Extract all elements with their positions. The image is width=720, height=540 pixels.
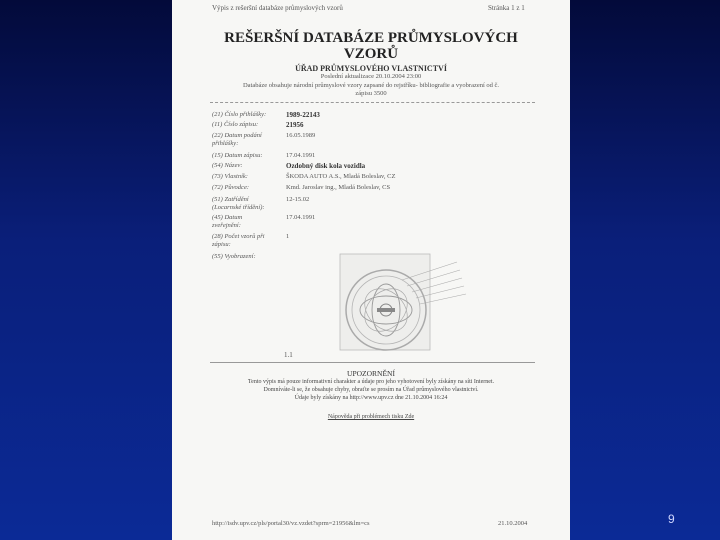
field-value: 16.05.1989 [286, 132, 316, 139]
field-value: 1989-22143 [286, 111, 320, 119]
field-label: (Locarnské třídění): [212, 204, 265, 211]
slide-number: 9 [668, 512, 675, 526]
field-label: (72) Původce: [212, 184, 249, 191]
field-label: přihlášky: [212, 140, 239, 147]
field-label: (22) Datum podání [212, 132, 262, 139]
description-line1: Databáze obsahuje národní průmyslové vzory zapsané do rejstříku- bibliografie a vyobrazení od č. [242, 82, 500, 89]
doc-title-line1: REŠERŠNÍ DATABÁZE PRŮMYSLOVÝCH [224, 30, 518, 46]
field-value: ŠKODA AUTO A.S., Mladá Boleslav, CZ [286, 173, 396, 180]
field-value: 1 [286, 233, 290, 240]
footer-date: 21.10.2004 [498, 520, 528, 527]
field-label: zveřejnění: [212, 222, 241, 229]
help-link[interactable]: Nápověda při problémech tisku Zde [327, 414, 415, 420]
header-right: Stránka 1 z 1 [488, 4, 525, 12]
field-label: (51) Zatřídění [212, 196, 249, 203]
field-label: (73) Vlastník: [212, 173, 248, 180]
header-divider [210, 102, 535, 103]
warning-line3: Údaje byly získány na http://www.upv.cz dne 21.10.2004 16:24 [294, 395, 448, 401]
field-value: Ozdobný disk kola vozidla [286, 162, 366, 170]
field-label: (45) Datum [212, 214, 243, 221]
footer-url: http://isdv.upv.cz/pls/portal30/vz.vzdet?sprm=21956&lm=cs [212, 520, 370, 527]
wheel-disc-drawing [332, 250, 472, 355]
document-page [172, 0, 570, 540]
field-label: zápisu: [212, 241, 231, 248]
description-line2: zápisu 3500 [355, 90, 387, 97]
field-label: (54) Název: [212, 162, 243, 169]
field-value: 21956 [286, 121, 304, 129]
office-name: ÚŘAD PRŮMYSLOVÉHO VLASTNICTVÍ [295, 64, 447, 73]
field-label: (21) Číslo přihlášky: [212, 111, 267, 118]
field-value: 12-15.02 [286, 196, 310, 203]
header-left: Výpis z rešeršní databáze průmyslových vzorů [212, 4, 343, 12]
warning-title: UPOZORNĚNÍ [347, 369, 395, 378]
figure-caption: 1.1 [284, 351, 293, 359]
warning-line1: Tento výpis má pouze informativní charakter a údaje pro jeho vyhotovení byly získány na síti Internet. [247, 379, 495, 385]
field-value: 17.04.1991 [286, 152, 316, 159]
doc-title-line2: VZORŮ [343, 46, 399, 62]
field-label: (28) Počet vzorů při [212, 233, 265, 240]
field-value: Kmd. Jaroslav ing., Mladá Boleslav, CS [286, 184, 391, 191]
field-label: (15) Datum zápisu: [212, 152, 263, 159]
update-line: Poslední aktualizace 20.10.2004 23:00 [320, 73, 422, 80]
warning-line2: Domníváte-li se, že obsahuje chyby, obraťte se prosím na Úřad průmyslového vlastnictví. [263, 387, 479, 393]
figure-divider [210, 362, 535, 363]
field-label: (55) Vyobrazení: [212, 253, 256, 260]
field-label: (11) Číslo zápisu: [212, 121, 259, 128]
field-value: 17.04.1991 [286, 214, 316, 221]
